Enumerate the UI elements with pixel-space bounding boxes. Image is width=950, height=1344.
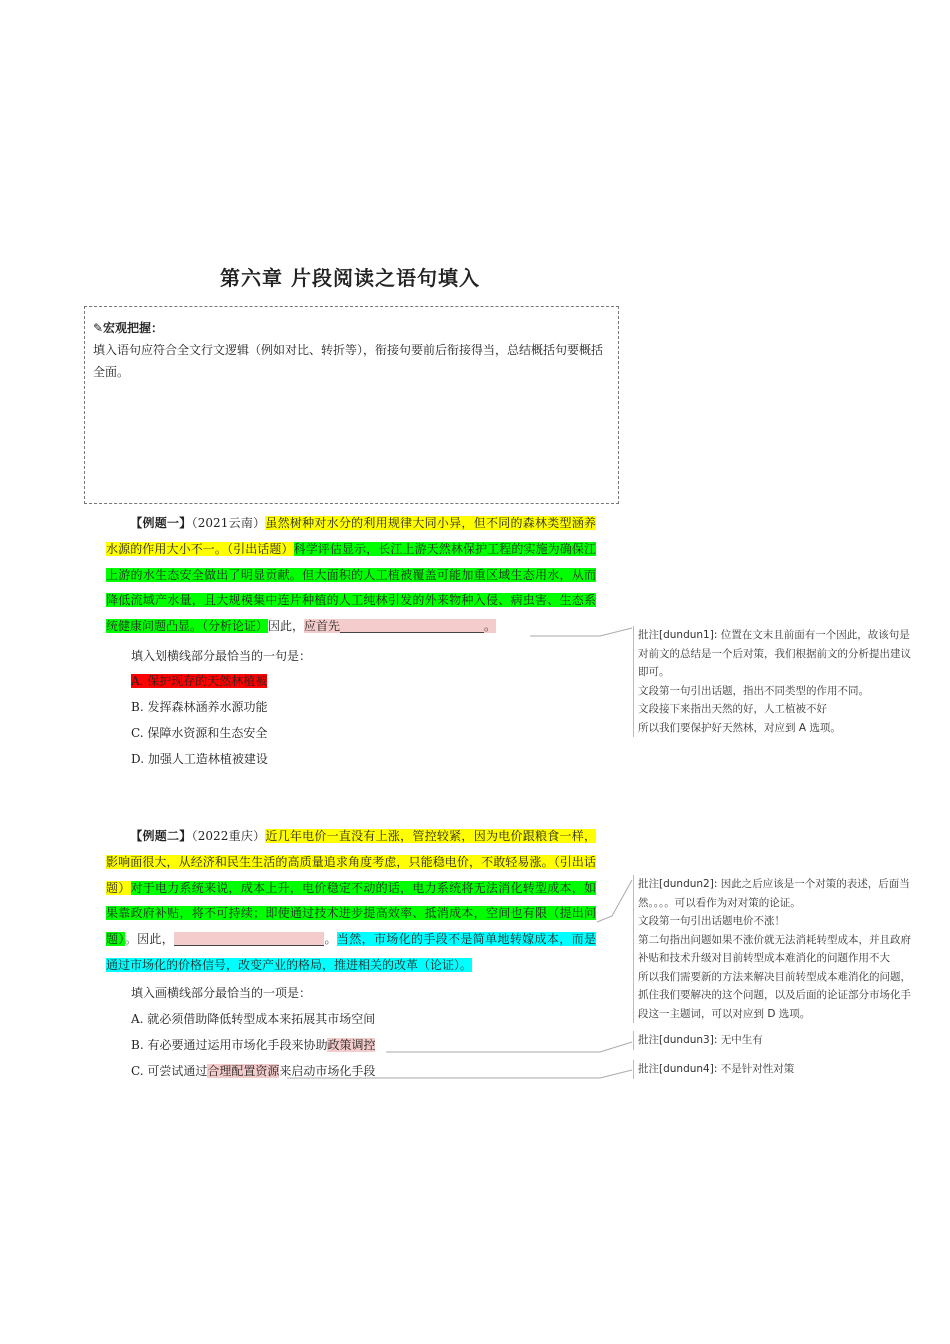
connector-3 [386,1042,632,1052]
comment-1-line-3: 文段接下来指出天然的好，人工植被不好 [638,703,827,715]
example-2-option-b-mark: 政策调控 [327,1038,376,1052]
comment-2-line-4: 所以我们需要新的方法来解决目前转型成本难消化的问题，抓住我们要解决的这个问题，以及后面的论证部分市场化手段这一主题词，可以对应到 D 选项。 [638,970,911,1020]
comment-1-line-2: 文段第一句引出话题，指出不同类型的作用不同。 [638,684,869,697]
example-1-mark: 应首先 [304,619,341,634]
connector-1 [530,628,632,636]
comment-4: 批注[dundun4]: 不是针对性对策 [633,1060,913,1079]
example-2-option-c-mark: 合理配置资源 [207,1064,280,1078]
example-2-problem: 对于电力系统来说，成本上升，电价稳定不动的话，电力系统将无法消化转型成本，如果靠政府补贴，将不可持续；即使通过技术进步提高效率、抵消成本，空间也有限（提出问题） [106,880,596,947]
comment-2-line-1: 批注[dundun2]: 因此之后应该是一个对策的表述，后面当然。。。。可以看作为对对策的论证。 [638,878,910,909]
macro-head: ✎宏观把握： [93,321,164,335]
example-1-option-c: C. 保障水资源和生态安全 [131,726,268,740]
example-2-end: 。 [324,932,337,947]
example-2-question: 填入画横线部分最恰当的一项是： [131,986,312,1000]
comment-1 [633,626,913,737]
example-1-option-a: A. 保护现存的天然林植被 [131,674,268,688]
example-2-source: （2022重庆） [191,829,266,843]
example-2-option-c-text: C. 可尝试通过 [131,1064,208,1078]
comment-2-line-3: 第二句指出问题如果不涨价就无法消耗转型成本，并且政府补贴和技术升级对目前转型成本难消化的问题作用不大 [638,933,911,964]
example-1-source: （2021云南） [191,516,266,530]
example-1-label: 【例题一】 [130,516,192,530]
example-2-option-b-text: B. 有必要通过运用市场化手段来协助 [131,1038,328,1052]
comment-2 [633,875,913,1023]
example-2-argument: 当然，市场化的手段不是简单地转嫁成本，而是通过市场化的价格信号，改变产业的格局，推进相关的改革（论证）。 [106,932,596,972]
comment-3: 批注[dundun3]: 无中生有 [633,1031,913,1050]
example-2-option-a: A. 就必须借助降低转型成本来拓展其市场空间 [131,1012,376,1026]
macro-text: 填入语句应符合全文行文逻辑（例如对比、转折等），衔接句要前后衔接得当，总结概括句要概括全面。 [93,343,604,379]
comment-1-line-4: 所以我们要保护好天然林，对应到 A 选项。 [638,721,841,734]
page-title: 第六章 片段阅读之语句填入 [220,266,480,290]
example-1-therefore: 因此， [268,619,305,634]
example-2-label: 【例题二】 [130,829,192,843]
example-1-question: 填入划横线部分最恰当的一句是： [131,649,312,663]
example-2-topic: 近几年电价一直没有上涨，管控较紧，因为电价跟粮食一样，影响面很大，从经济和民生生活的高质量追求角度考虑，只能稳电价，不敢轻易涨。（引出话题） [106,829,596,895]
connector-2 [597,880,632,922]
connector-4 [287,1070,632,1078]
example-2-option-c-post: 来启动市场化手段 [279,1064,376,1078]
example-1-analysis: 科学评估显示，长江上游天然林保护工程的实施为确保江上游的水生态安全做出了明显贡献。但大面积的人工植被覆盖可能加重区域生态用水，从而降低流域产水量，且大规模集中连片种植的人工纯林引发的外来物种入侵、病虫害、生态系统健康问题凸显。（分析论证） [106,541,596,634]
example-2-therefore: 。因此， [124,932,175,947]
example-1-topic: 虽然树种对水分的利用规律大同小异，但不同的森林类型涵养水源的作用大小不一。（引出话题） [106,516,596,556]
example-1-option-d: D. 加强人工造林植被建设 [131,752,268,766]
comment-1-line-1: 批注[dundun1]: 位置在文末且前面有一个因此，故该句是对前文的总结是一个后对策，我们根据前文的分析提出建议即可。 [638,629,911,678]
comment-2-line-2: 文段第一句引出话题电价不涨！ [638,915,785,927]
example-1-end: 。 [484,619,497,634]
example-1-option-b: B. 发挥森林涵养水源功能 [131,700,268,714]
